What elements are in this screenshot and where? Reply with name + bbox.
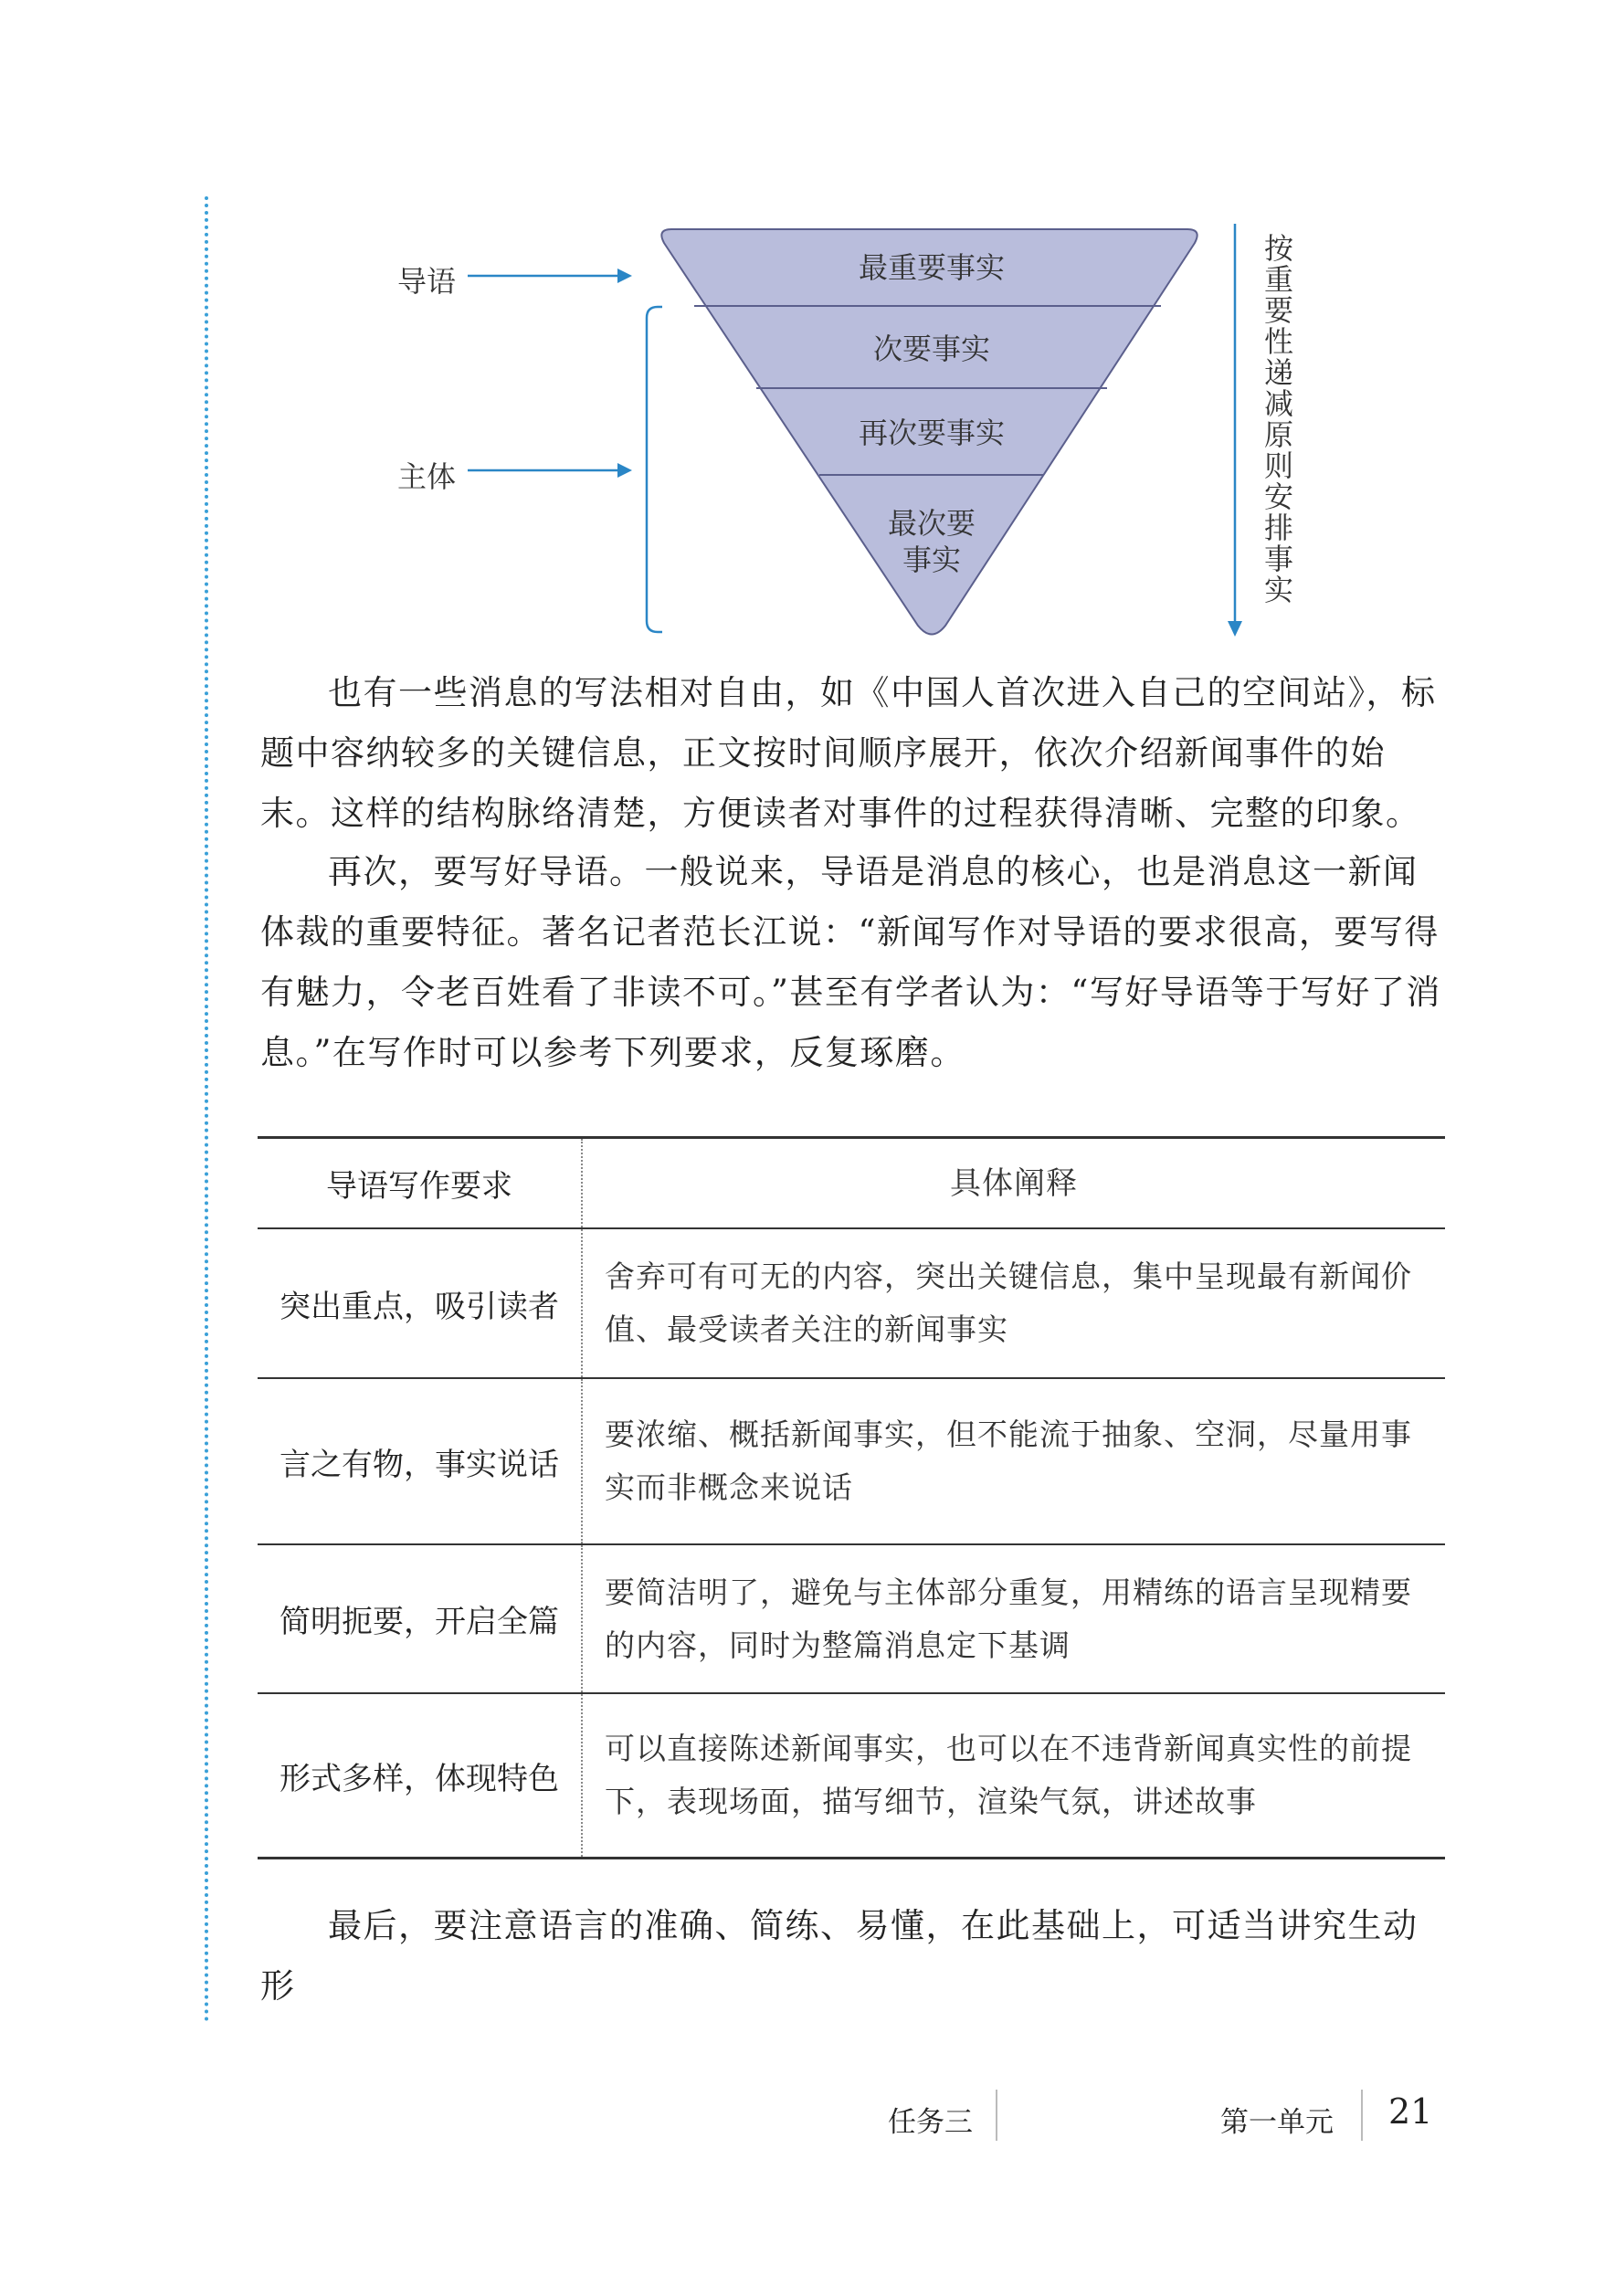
tier-tertiary: 再次要事实	[858, 416, 1005, 450]
table-row	[258, 1379, 1445, 1545]
lead-requirements-table	[258, 1136, 1445, 1859]
tier-secondary: 次要事实	[872, 332, 990, 366]
inverted-pyramid-diagram	[0, 0, 1614, 658]
table-cell-explanation: 舍弃可有可无的内容，突出关键信息，集中呈现最有新闻价值、最受读者关注的新闻事实	[605, 1259, 1412, 1347]
table-cell-requirement: 简明扼要，开启全篇	[258, 1545, 583, 1692]
table-header-requirement: 导语写作要求	[258, 1139, 583, 1227]
footer-divider	[1361, 2090, 1363, 2141]
lead-arrow-head	[617, 269, 632, 283]
page-number: 21	[1388, 2091, 1433, 2132]
tier-least-important: 最次要 事实	[887, 506, 976, 577]
paragraph-lead-writing: 再次，要写好导语。一般说来，导语是消息的核心，也是消息这一新闻体裁的重要特征。著名记者范长江说：“新闻写作对导语的要求很高，要写得有魅力，令老百姓看了非读不可。”甚至有学者认为：“写好导语等于写好了消息。”在写作时可以参考下列要求，反复琢磨。	[260, 852, 1441, 1072]
footer-divider	[996, 2090, 997, 2141]
importance-arrow-head	[1228, 621, 1242, 637]
footer-task: 任务三	[888, 2106, 973, 2139]
table-cell-requirement: 形式多样，体现特色	[258, 1694, 583, 1857]
table-row	[258, 1229, 1445, 1379]
paragraph-structure: 也有一些消息的写法相对自由，如《中国人首次进入自己的空间站》，标题中容纳较多的关键信息，正文按时间顺序展开，依次介绍新闻事件的始末。这样的结构脉络清楚，方便读者对事件的过程获得清晰、完整的印象。	[260, 673, 1437, 833]
tier-most-important: 最重要事实	[858, 250, 1005, 285]
table-row	[258, 1545, 1445, 1694]
body-label: 主体	[397, 459, 457, 494]
table-cell-explanation: 要简洁明了，避免与主体部分重复，用精练的语言呈现精要的内容，同时为整篇消息定下基调	[605, 1574, 1412, 1663]
table-header-explanation: 具体阐释	[950, 1164, 1078, 1202]
footer-unit: 第一单元	[1220, 2106, 1334, 2139]
table-cell-explanation: 要浓缩、概括新闻事实，但不能流于抽象、空洞，尽量用事实而非概念来说话	[605, 1417, 1412, 1505]
paragraph-language: 最后，要注意语言的准确、简练、易懂，在此基础上，可适当讲究生动形	[260, 1906, 1419, 2006]
table-cell-explanation: 可以直接陈述新闻事实，也可以在不违背新闻真实性的前提下，表现场面，描写细节，渲染气氛，讲述故事	[605, 1731, 1412, 1819]
table-header-row	[258, 1136, 1445, 1229]
body-arrow-head	[617, 463, 632, 478]
table-row	[258, 1694, 1445, 1859]
table-cell-requirement: 突出重点，吸引读者	[258, 1229, 583, 1377]
lead-label: 导语	[397, 264, 457, 299]
importance-side-note: 按重要性递减原则安排事实	[1260, 233, 1294, 606]
table-cell-requirement: 言之有物，事实说话	[258, 1379, 583, 1543]
body-bracket	[647, 307, 662, 632]
